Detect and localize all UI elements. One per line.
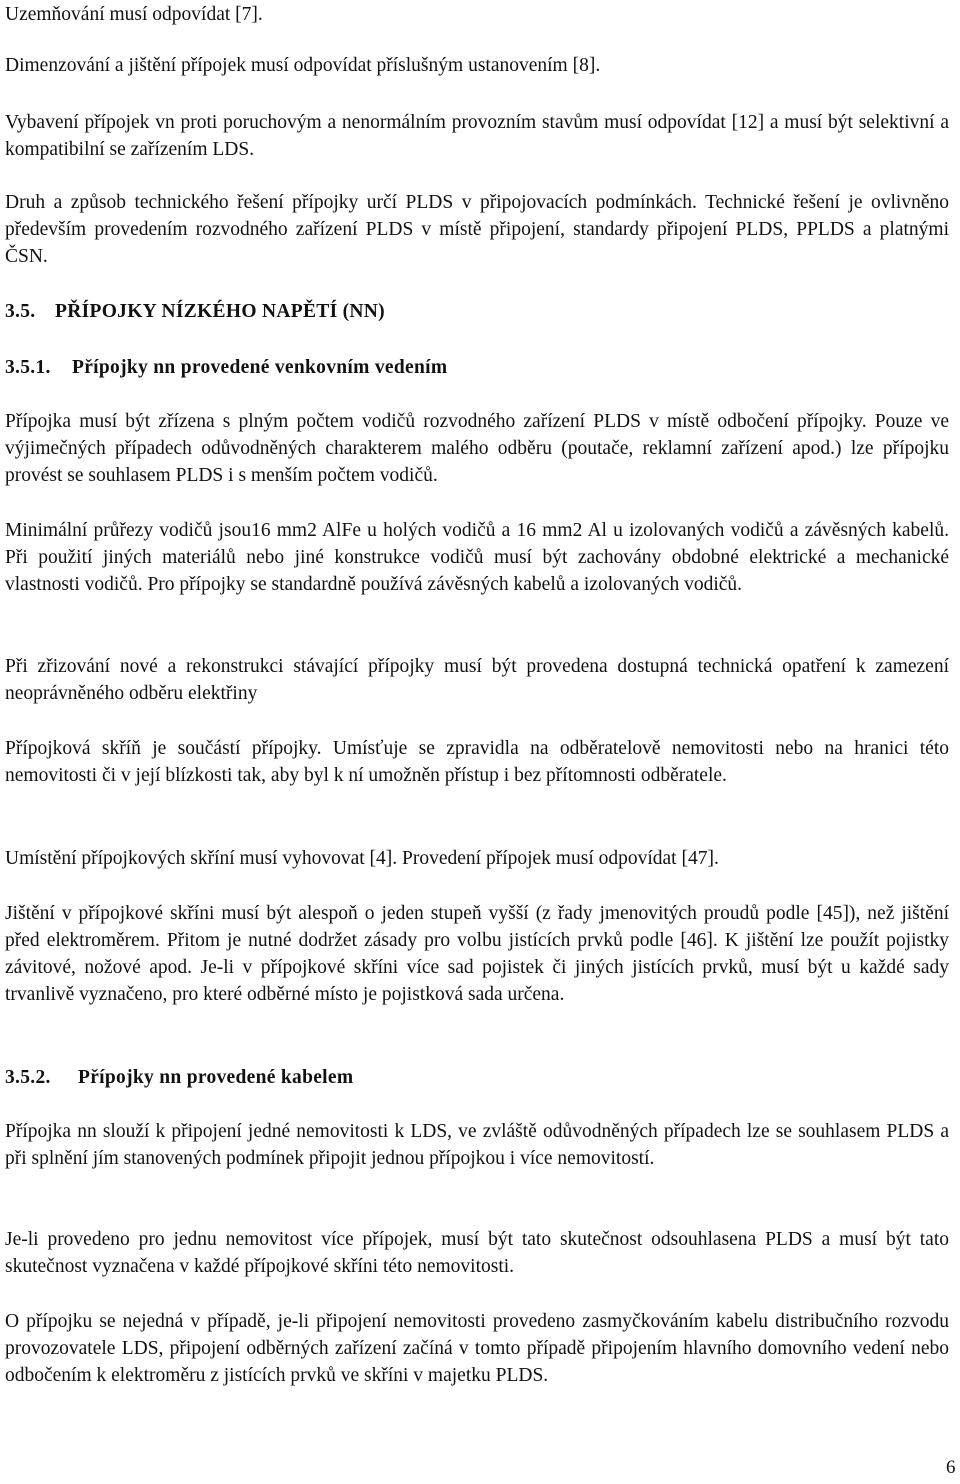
section-title: PŘÍPOJKY NÍZKÉHO NAPĚTÍ (NN) bbox=[55, 301, 385, 322]
paragraph: Přípojka musí být zřízena s plným počtem vodičů rozvodného zařízení PLDS v místě odbočení přípojky. Pouze ve výjimečných případech odůvodněných charakterem malého odběru (poutače, reklamní zařízení apod.) lze přípojku provést se souhlasem PLDS i s menším počtem vodičů. bbox=[5, 411, 949, 486]
subsection-heading bbox=[5, 354, 949, 381]
paragraph: Vybavení přípojek vn proti poruchovým a nenormálním provozním stavům musí odpovídat [12] a musí být selektivní a kompatibilní se zařízením LDS. bbox=[5, 112, 949, 160]
section-title: Přípojky nn provedené venkovním vedením bbox=[72, 357, 448, 378]
section-title: Přípojky nn provedené kabelem bbox=[78, 1067, 354, 1088]
paragraph: Přípojková skříň je součástí přípojky. Umísťuje se zpravidla na odběratelově nemovitosti nebo na hranici této nemovitosti či v její blízkosti tak, aby byl k ní umožněn přístup i bez přítomnosti odběratele. bbox=[5, 738, 949, 786]
paragraph: Jištění v přípojkové skříni musí být alespoň o jeden stupeň vyšší (z řady jmenovitých proudů podle [45]), než jištění před elektroměrem. Přitom je nutné dodržet zásady pro volbu jistících prvků podle [46]. K jištění lze použít pojistky závitové, nožové apod. Je-li v přípojkové skříni více sad pojistek či jiných jistících prvků, musí být u každé sady trvanlivě vyznačeno, pro které odběrné místo je pojistková sada určena. bbox=[5, 903, 949, 1005]
paragraph: Uzemňování musí odpovídat [7]. bbox=[5, 4, 263, 25]
paragraph: Umístění přípojkových skříní musí vyhovovat [4]. Provedení přípojek musí odpovídat [47]. bbox=[5, 848, 719, 869]
paragraph: Minimální průřezy vodičů jsou16 mm2 AlFe u holých vodičů a 16 mm2 Al u izolovaných vodičů a závěsných kabelů. Při použití jiných materiálů nebo jiné konstrukce vodičů musí být zachovány obdobné elektrické a mechanické vlastnosti vodičů. Pro přípojky se standardně používá závěsných kabelů a izolovaných vodičů. bbox=[5, 520, 949, 595]
paragraph: Při zřizování nové a rekonstrukci stávající přípojky musí být provedena dostupná technická opatření k zamezení neoprávněného odběru elektřiny bbox=[5, 656, 949, 704]
paragraph: O přípojku se nejedná v případě, je-li připojení nemovitosti provedeno zasmyčkováním kabelu distribučního rozvodu provozovatele LDS, připojení odběrných zařízení začíná v tomto případě připojením hlavního domovního vedení nebo odbočením k elektroměru z jistících prvků ve skříni v majetku PLDS. bbox=[5, 1311, 949, 1386]
section-number: 3.5.2. bbox=[5, 1067, 51, 1088]
paragraph: Přípojka nn slouží k připojení jedné nemovitosti k LDS, ve zvláště odůvodněných případech lze se souhlasem PLDS a při splnění jím stanovených podmínek připojit jednou přípojkou i více nemovitostí. bbox=[5, 1121, 949, 1169]
section-heading bbox=[5, 298, 949, 325]
section-number: 3.5. bbox=[5, 301, 36, 322]
subsection-heading bbox=[5, 1064, 949, 1091]
paragraph: Dimenzování a jištění přípojek musí odpovídat příslušným ustanovením [8]. bbox=[5, 55, 601, 76]
section-number: 3.5.1. bbox=[5, 357, 51, 378]
page-number: 6 bbox=[946, 1457, 956, 1478]
paragraph: Druh a způsob technického řešení přípojky určí PLDS v připojovacích podmínkách. Technické řešení je ovlivněno především provedením rozvodného zařízení PLDS v místě připojení, standardy připojení PLDS, PPLDS a platnými ČSN. bbox=[5, 192, 949, 267]
paragraph: Je-li provedeno pro jednu nemovitost více přípojek, musí být tato skutečnost odsouhlasena PLDS a musí být tato skutečnost vyznačena v každé přípojkové skříni této nemovitosti. bbox=[5, 1229, 949, 1277]
